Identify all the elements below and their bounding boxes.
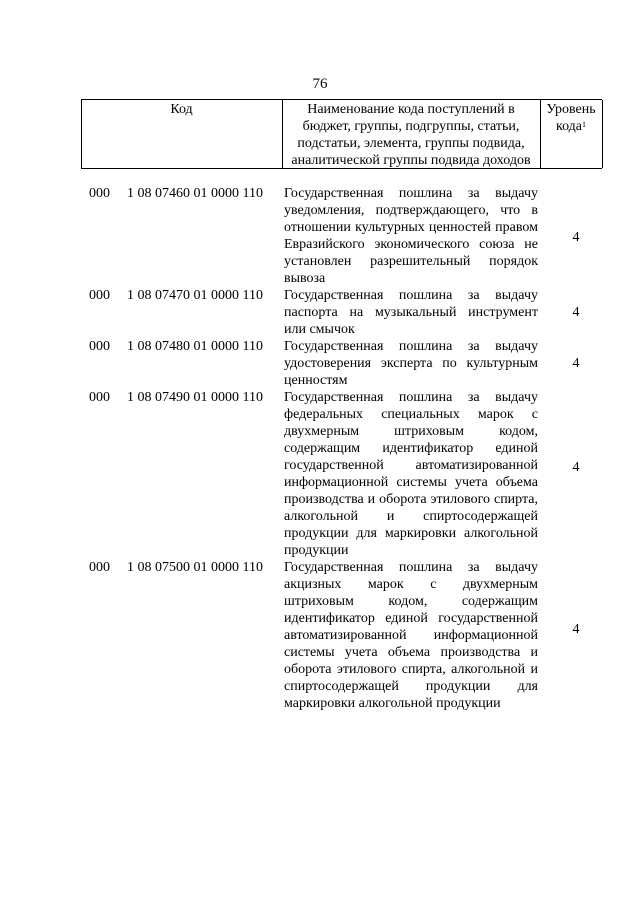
row-prefix: 000 [89, 186, 110, 201]
row-level: 4 [572, 356, 580, 371]
row-name: Государственная пошлина за выдачу акцизных марок с двухмерным штриховым кодом, содержащим идентификатор единой государственной автоматизированной информационной системы учета объема производства и оборота этилового спирта, алкогольной и спиртосодержащей продукции для маркировки алкогольной продукции [284, 560, 538, 711]
header-name-line: Наименование кода поступлений в [307, 102, 515, 117]
row-prefix: 000 [89, 288, 110, 303]
header-name-line: аналитической группы подвида доходов [291, 153, 531, 168]
row-code: 1 08 07460 01 0000 110 [127, 186, 263, 201]
header-name-line: бюджет, группы, подгруппы, статьи, [302, 119, 520, 134]
row-level: 4 [572, 305, 580, 320]
header-level [540, 101, 602, 135]
row-name: Государственная пошлина за выдачу федеральных специальных марок с двухмерным штриховым кодом, содержащим идентификатор единой государственной автоматизированной информационной системы учета объема производства и оборота этилового спирта, алкогольной и спиртосодержащей продукции для маркировки алкогольной продукции [284, 390, 538, 558]
table-body [0, 185, 640, 712]
header-name [282, 101, 540, 169]
header-level-line [540, 118, 602, 135]
row-code: 1 08 07470 01 0000 110 [127, 288, 263, 303]
table-row [0, 185, 640, 287]
row-prefix: 000 [89, 390, 110, 405]
table-row [0, 559, 640, 712]
row-name: Государственная пошлина за выдачу паспорта на музыкальный инструмент или смычок [284, 288, 538, 337]
footnote-marker: 1 [582, 120, 587, 129]
header-level-word: кода [555, 119, 583, 134]
page-number: 76 [312, 76, 328, 92]
row-code: 1 08 07490 01 0000 110 [127, 390, 263, 405]
header-level-line: Уровень [546, 102, 596, 117]
table-header [81, 99, 602, 169]
row-code: 1 08 07480 01 0000 110 [127, 339, 263, 354]
table-row [0, 338, 640, 389]
table-row [0, 287, 640, 338]
row-level: 4 [572, 230, 580, 245]
header-code: Код [170, 102, 193, 117]
row-prefix: 000 [89, 339, 110, 354]
row-code: 1 08 07500 01 0000 110 [127, 560, 263, 575]
row-name: Государственная пошлина за выдачу удостоверения эксперта по культурным ценностям [284, 339, 538, 388]
header-name-line: подстатьи, элемента, группы подвида, [297, 136, 525, 151]
row-name: Государственная пошлина за выдачу уведомления, подтверждающего, что в отношении культурных ценностей правом Евразийского экономического союза не установлен разрешительный порядок вывоза [284, 186, 538, 286]
header-border-right [602, 100, 603, 168]
table-row [0, 389, 640, 559]
row-prefix: 000 [89, 560, 110, 575]
row-level: 4 [572, 460, 580, 475]
row-level: 4 [572, 622, 580, 637]
